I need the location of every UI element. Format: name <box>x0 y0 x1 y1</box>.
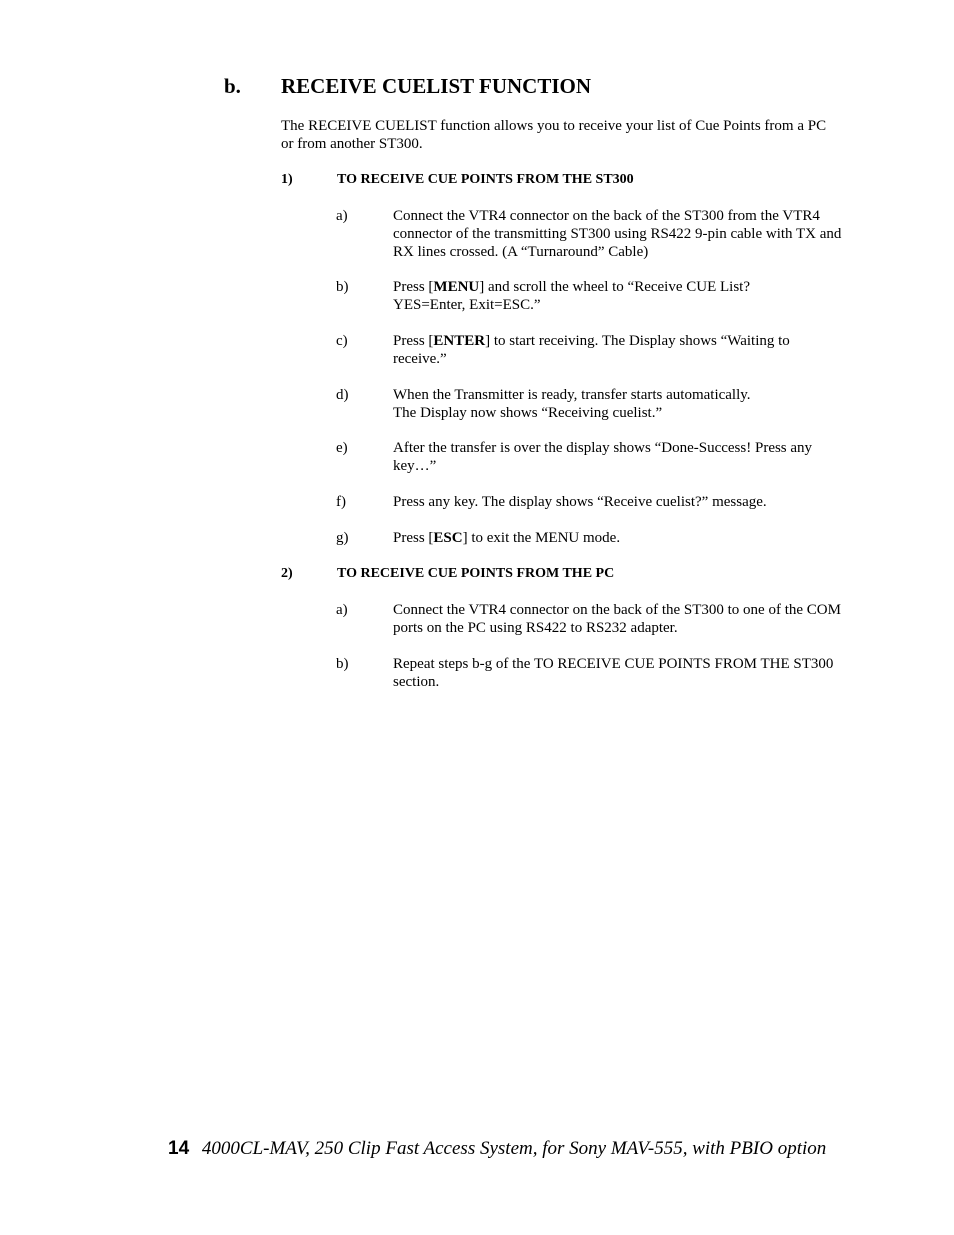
step-text: After the transfer is over the display shows “Done-Success! Press any key…” <box>393 440 813 474</box>
step-text: Connect the VTR4 connector on the back of the ST300 from the VTR4 connector of the transmitting ST300 using RS422 9-pin cable with TX and RX lines crossed. (A “Turnaround” Cable) <box>393 208 842 260</box>
step-letter: b) <box>336 279 349 295</box>
step-letter: c) <box>336 333 348 349</box>
subsection-number: 1) <box>281 172 293 187</box>
step-letter: g) <box>336 530 349 546</box>
step-letter: b) <box>336 656 349 672</box>
page-footer <box>168 1138 826 1160</box>
step-text: Press [ENTER] to start receiving. The Display shows “Waiting to receive.” <box>393 333 790 367</box>
document-title: 4000CL-MAV, 250 Clip Fast Access System, for Sony MAV-555, with PBIO option <box>201 1138 827 1159</box>
page-number: 14 <box>168 1138 190 1159</box>
subsection-number: 2) <box>281 566 293 581</box>
step-text: Repeat steps b-g of the TO RECEIVE CUE POINTS FROM THE ST300 section. <box>393 656 834 690</box>
step-text: Press [MENU] and scroll the wheel to “Receive CUE List? YES=Enter, Exit=ESC.” <box>393 279 750 313</box>
step-text: Press any key. The display shows “Receive cuelist?” message. <box>393 494 767 510</box>
step-text: Press [ESC] to exit the MENU mode. <box>393 530 621 546</box>
enter-key: ENTER <box>433 333 486 349</box>
step-letter: a) <box>336 602 348 618</box>
step-letter: a) <box>336 208 348 224</box>
step-text: Connect the VTR4 connector on the back of the ST300 to one of the COM ports on the PC using RS422 to RS232 adapter. <box>393 602 841 636</box>
step-letter: e) <box>336 440 348 456</box>
section-title: RECEIVE CUELIST FUNCTION <box>281 74 592 98</box>
step-text: When the Transmitter is ready, transfer starts automatically. The Display now shows “Receiving cuelist.” <box>393 387 751 421</box>
menu-key: MENU <box>433 279 480 295</box>
section-intro: The RECEIVE CUELIST function allows you to receive your list of Cue Points from a PC or from another ST300. <box>281 118 827 152</box>
step-letter: f) <box>336 494 346 510</box>
subsection-title: TO RECEIVE CUE POINTS FROM THE ST300 <box>337 172 634 187</box>
section-number: b. <box>224 74 241 98</box>
esc-key: ESC <box>433 530 463 546</box>
subsection-title: TO RECEIVE CUE POINTS FROM THE PC <box>337 566 615 581</box>
step-letter: d) <box>336 387 349 403</box>
